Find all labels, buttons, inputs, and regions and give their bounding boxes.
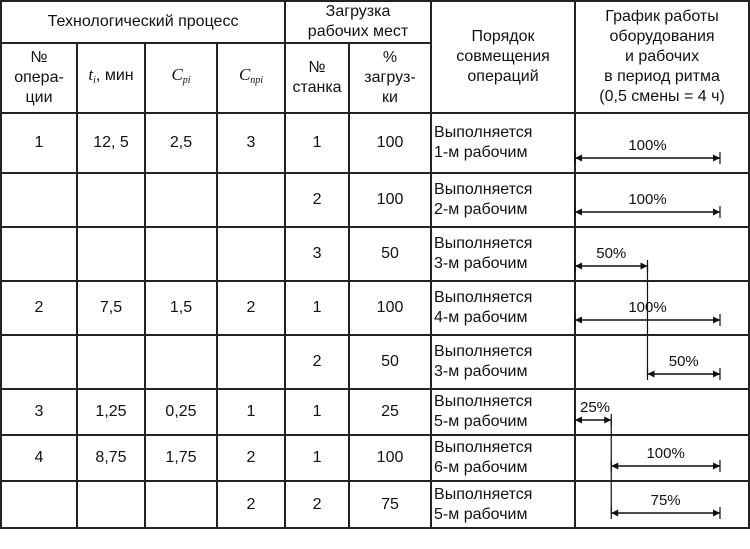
cp-cell: 0,25 — [145, 389, 217, 435]
cnp-cell: 2 — [217, 281, 285, 335]
schedule-cell — [575, 481, 749, 528]
load-percent-cell: 50 — [349, 227, 431, 281]
schedule-cell — [575, 389, 749, 435]
cnp-cell: 1 — [217, 389, 285, 435]
cp-cell — [145, 335, 217, 389]
load-percent-cell: 50 — [349, 335, 431, 389]
time-cell: 7,5 — [77, 281, 145, 335]
execution-order-cell: Выполняется 5-м рабочим — [431, 481, 575, 528]
machine-number-cell: 3 — [285, 227, 349, 281]
cnp-cell — [217, 227, 285, 281]
cp-cell: 2,5 — [145, 113, 217, 173]
machine-number-cell: 2 — [285, 173, 349, 227]
operation-number-cell: 2 — [1, 281, 77, 335]
time-cell: 1,25 — [77, 389, 145, 435]
schedule-bar-label: 50% — [668, 353, 699, 370]
table-row — [1, 435, 749, 481]
schedule-cell — [575, 281, 749, 335]
cnp-cell — [217, 335, 285, 389]
schedule-cell — [575, 227, 749, 281]
schedule-cell — [575, 113, 749, 173]
machine-number-cell: 1 — [285, 435, 349, 481]
schedule-bar-label: 25% — [579, 399, 611, 416]
cp-cell — [145, 227, 217, 281]
schedule-cell — [575, 173, 749, 227]
load-percent-cell: 75 — [349, 481, 431, 528]
time-cell — [77, 173, 145, 227]
execution-order-cell: Выполняется 4-м рабочим — [431, 281, 575, 335]
time-cell — [77, 335, 145, 389]
cp-cell: 1,75 — [145, 435, 217, 481]
workload-header: Загрузка рабочих мест — [285, 1, 431, 43]
schedule-bar-label: 75% — [650, 492, 681, 509]
execution-order-cell: Выполняется 1-м рабочим — [431, 113, 575, 173]
table-row — [1, 481, 749, 528]
combination-order-header: Порядок совмещения операций — [431, 1, 575, 113]
cp-header: $C_{pi}$ — [145, 43, 217, 113]
table-row — [1, 389, 749, 435]
operation-number-cell: 4 — [1, 435, 77, 481]
execution-order-cell: Выполняется 5-м рабочим — [431, 389, 575, 435]
time-cell: 8,75 — [77, 435, 145, 481]
schedule-bar-label: 100% — [628, 137, 667, 154]
schedule-bar-label: 100% — [628, 191, 667, 208]
operation-number-header: № опера- ции — [1, 43, 77, 113]
tech-process-header: Технологический процесс — [1, 1, 285, 43]
schedule-bar-label: 50% — [596, 245, 627, 262]
execution-order-cell: Выполняется 3-м рабочим — [431, 227, 575, 281]
cnp-cell: 2 — [217, 481, 285, 528]
execution-order-cell: Выполняется 3-м рабочим — [431, 335, 575, 389]
operation-number-cell: 1 — [1, 113, 77, 173]
table-row — [1, 173, 749, 227]
operation-number-cell — [1, 481, 77, 528]
machine-number-cell: 1 — [285, 113, 349, 173]
schedule-header: График работы оборудования и рабочих в период ритма (0,5 смены = 4 ч) — [575, 1, 749, 113]
schedule-bar-label: 100% — [628, 299, 667, 316]
cnp-cell — [217, 173, 285, 227]
schedule-cell — [575, 435, 749, 481]
machine-number-cell: 2 — [285, 481, 349, 528]
cnp-cell: 2 — [217, 435, 285, 481]
machine-number-cell: 2 — [285, 335, 349, 389]
operation-number-cell — [1, 173, 77, 227]
load-percent-cell: 100 — [349, 281, 431, 335]
cp-cell — [145, 481, 217, 528]
schedule-bar-label: 100% — [646, 445, 685, 462]
table-row — [1, 227, 749, 281]
time-cell: 12, 5 — [77, 113, 145, 173]
cp-cell — [145, 173, 217, 227]
time-header: $t_i$, мин — [77, 43, 145, 113]
operation-number-cell: 3 — [1, 389, 77, 435]
cnp-cell: 3 — [217, 113, 285, 173]
machine-number-cell: 1 — [285, 389, 349, 435]
execution-order-cell: Выполняется 2-м рабочим — [431, 173, 575, 227]
load-percent-header: % загруз- ки — [349, 43, 431, 113]
cnp-header: $C_{npi}$ — [217, 43, 285, 113]
machine-number-cell: 1 — [285, 281, 349, 335]
load-percent-cell: 100 — [349, 435, 431, 481]
time-cell — [77, 227, 145, 281]
operation-number-cell — [1, 227, 77, 281]
load-percent-cell: 25 — [349, 389, 431, 435]
operation-number-cell — [1, 335, 77, 389]
machine-number-header: № станка — [285, 43, 349, 113]
table-row — [1, 281, 749, 335]
time-cell — [77, 481, 145, 528]
table-row — [1, 113, 749, 173]
table-row — [1, 335, 749, 389]
load-percent-cell: 100 — [349, 173, 431, 227]
execution-order-cell: Выполняется 6-м рабочим — [431, 435, 575, 481]
schedule-cell — [575, 335, 749, 389]
load-percent-cell: 100 — [349, 113, 431, 173]
cp-cell: 1,5 — [145, 281, 217, 335]
